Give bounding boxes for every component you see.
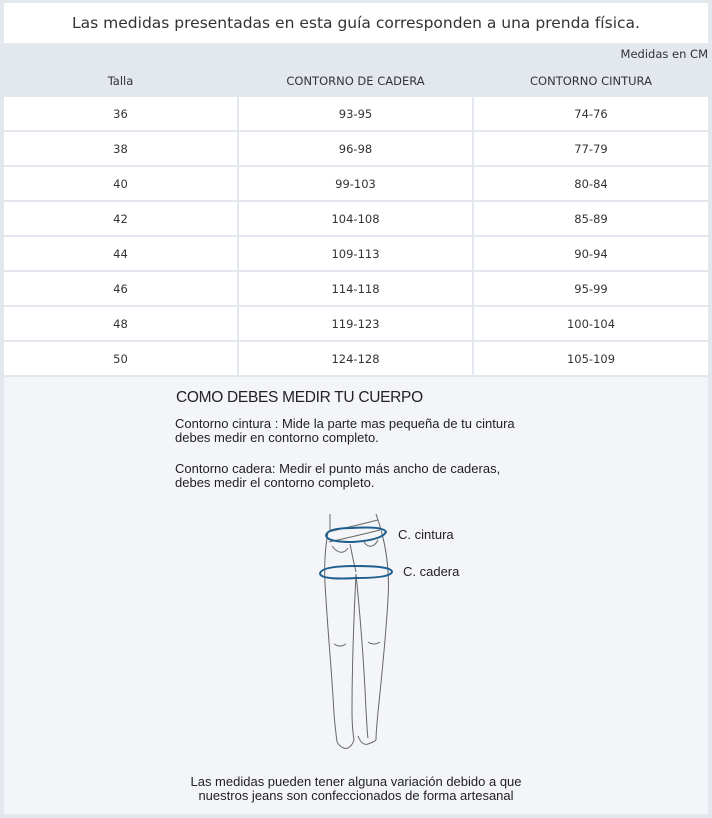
table-row (4, 307, 708, 342)
intro-text: Las medidas presentadas en esta guía corresponden a una prenda física. (4, 3, 708, 44)
cell-waist: 90-94 (474, 237, 708, 270)
cell-waist: 95-99 (474, 272, 708, 305)
cell-waist: 105-109 (474, 342, 708, 375)
cell-waist: 100-104 (474, 307, 708, 340)
cell-size: 42 (4, 202, 237, 235)
table-row (4, 342, 708, 377)
header-cintura: CONTORNO CINTURA (530, 74, 652, 88)
table-header (4, 44, 708, 97)
cell-hip: 109-113 (239, 237, 472, 270)
label-hip: C. cadera (403, 564, 460, 579)
table-row (4, 202, 708, 237)
cell-hip: 114-118 (239, 272, 472, 305)
header-talla: Talla (107, 74, 134, 88)
waist-instructions: Contorno cintura : Mide la parte mas pequeña de tu cintura debes medir en contorno completo. (175, 416, 515, 445)
guide-title: COMO DEBES MEDIR TU CUERPO (176, 389, 423, 406)
note-line-2: nuestros jeans son confeccionados de forma artesanal (198, 788, 514, 803)
header-cadera: CONTORNO DE CADERA (286, 74, 425, 88)
table-row (4, 272, 708, 307)
cell-hip: 96-98 (239, 132, 472, 165)
variation-note (4, 775, 708, 803)
cell-size: 44 (4, 237, 237, 270)
cell-size: 38 (4, 132, 237, 165)
cell-size: 40 (4, 167, 237, 200)
jeans-illustration (312, 514, 402, 754)
table-row (4, 97, 708, 132)
cell-waist: 80-84 (474, 167, 708, 200)
cell-waist: 85-89 (474, 202, 708, 235)
cell-hip: 93-95 (239, 97, 472, 130)
table-row (4, 167, 708, 202)
cell-size: 36 (4, 97, 237, 130)
cell-hip: 99-103 (239, 167, 472, 200)
table-row (4, 237, 708, 272)
size-table (4, 97, 708, 377)
table-row (4, 132, 708, 167)
hip-instructions: Contorno cadera: Medir el punto más ancho de caderas, debes medir el contorno completo. (175, 461, 501, 490)
measure-guide (4, 377, 708, 814)
cell-size: 46 (4, 272, 237, 305)
cell-waist: 77-79 (474, 132, 708, 165)
cell-hip: 124-128 (239, 342, 472, 375)
cell-size: 48 (4, 307, 237, 340)
cell-hip: 104-108 (239, 202, 472, 235)
cell-hip: 119-123 (239, 307, 472, 340)
note-line-1: Las medidas pueden tener alguna variación debido a que (190, 774, 522, 789)
cell-size: 50 (4, 342, 237, 375)
label-waist: C. cintura (398, 527, 454, 542)
cell-waist: 74-76 (474, 97, 708, 130)
units-label: Medidas en CM (620, 47, 708, 61)
